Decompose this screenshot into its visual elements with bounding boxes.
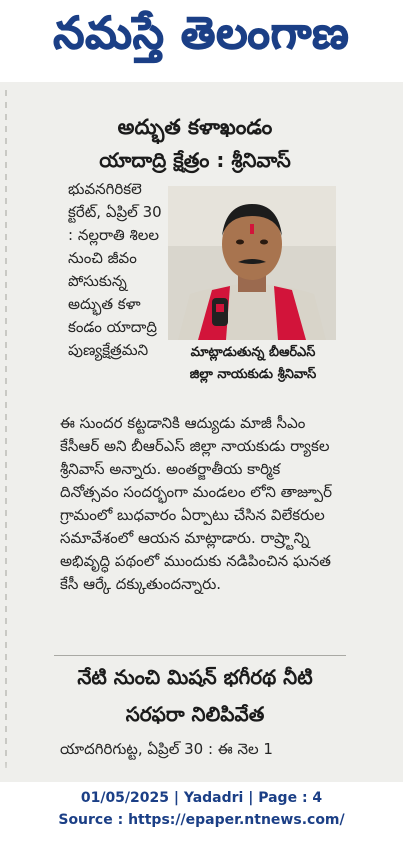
article1-body-left-column: భువనగిరికలె క్టరేట్, ఏప్రిల్ 30 : నల్లరాతి శిలల నుంచి జీవం పోసుకున్న అద్భుత కళా కండం యాదాద్రి పుణ్యక్షేత్రమని [68, 180, 162, 359]
masthead [0, 0, 403, 78]
masthead-title: నమస్తే తెలంగాణ [53, 8, 350, 59]
speaker-photo [168, 186, 336, 340]
footer-source-link[interactable]: Source : https://epaper.ntnews.com/ [58, 812, 345, 828]
photo-caption-line2: జిల్లా నాయకుడు శ్రీనివాస్ [189, 367, 317, 382]
photo-caption [168, 342, 338, 386]
article1-body-full-width: ఈ సుందర కట్టడానికి ఆద్యుడు మాజీ సీఎం కేసీఆర్ అని బీఆర్ఎస్ జిల్లా నాయకుడు ర్యాకల శ్రీనివాస్ అన్నారు. అంతర్జాతీయ కార్మిక దినోత్సవం సందర్భంగా మండలం లోని తాజ్పూర్ గ్రామంలో బుధవారం ఏర్పాటు చేసిన విలేకరుల సమావేశంలో ఆయన మాట్లాడారు. రాష్ర్టాన్ని అభివృద్ధి పథంలో ముందుకు నడిపించిన ఘనత కేసీ ఆర్కే దక్కుతుందన్నారు. [60, 414, 333, 593]
clipping-bottom-fade [0, 760, 403, 782]
article1-headline-line2: యాదాద్రి క్షేత్రం : శ్రీనివాస్ [99, 148, 291, 172]
speaker-photo-image [168, 186, 336, 340]
article2-headline-line2: సరఫరా నిలిపివేత [125, 702, 265, 726]
article1-headline-line1: అద్భుత కళాఖండం [117, 115, 273, 139]
footer-date-edition-page: 01/05/2025 | Yadadri | Page : 4 [80, 790, 323, 806]
article2-body: యాదగిరిగుట్ట, ఏప్రిల్ 30 : ఈ నెల 1 [60, 740, 273, 758]
article2-headline-line1: నేటి నుంచి మిషన్ భగీరథ నీటి [77, 665, 313, 689]
photo-caption-line1: మాట్లాడుతున్న బీఆర్ఎస్ [190, 345, 316, 360]
clipping-edge-divider [5, 90, 7, 770]
article-divider [54, 655, 346, 656]
